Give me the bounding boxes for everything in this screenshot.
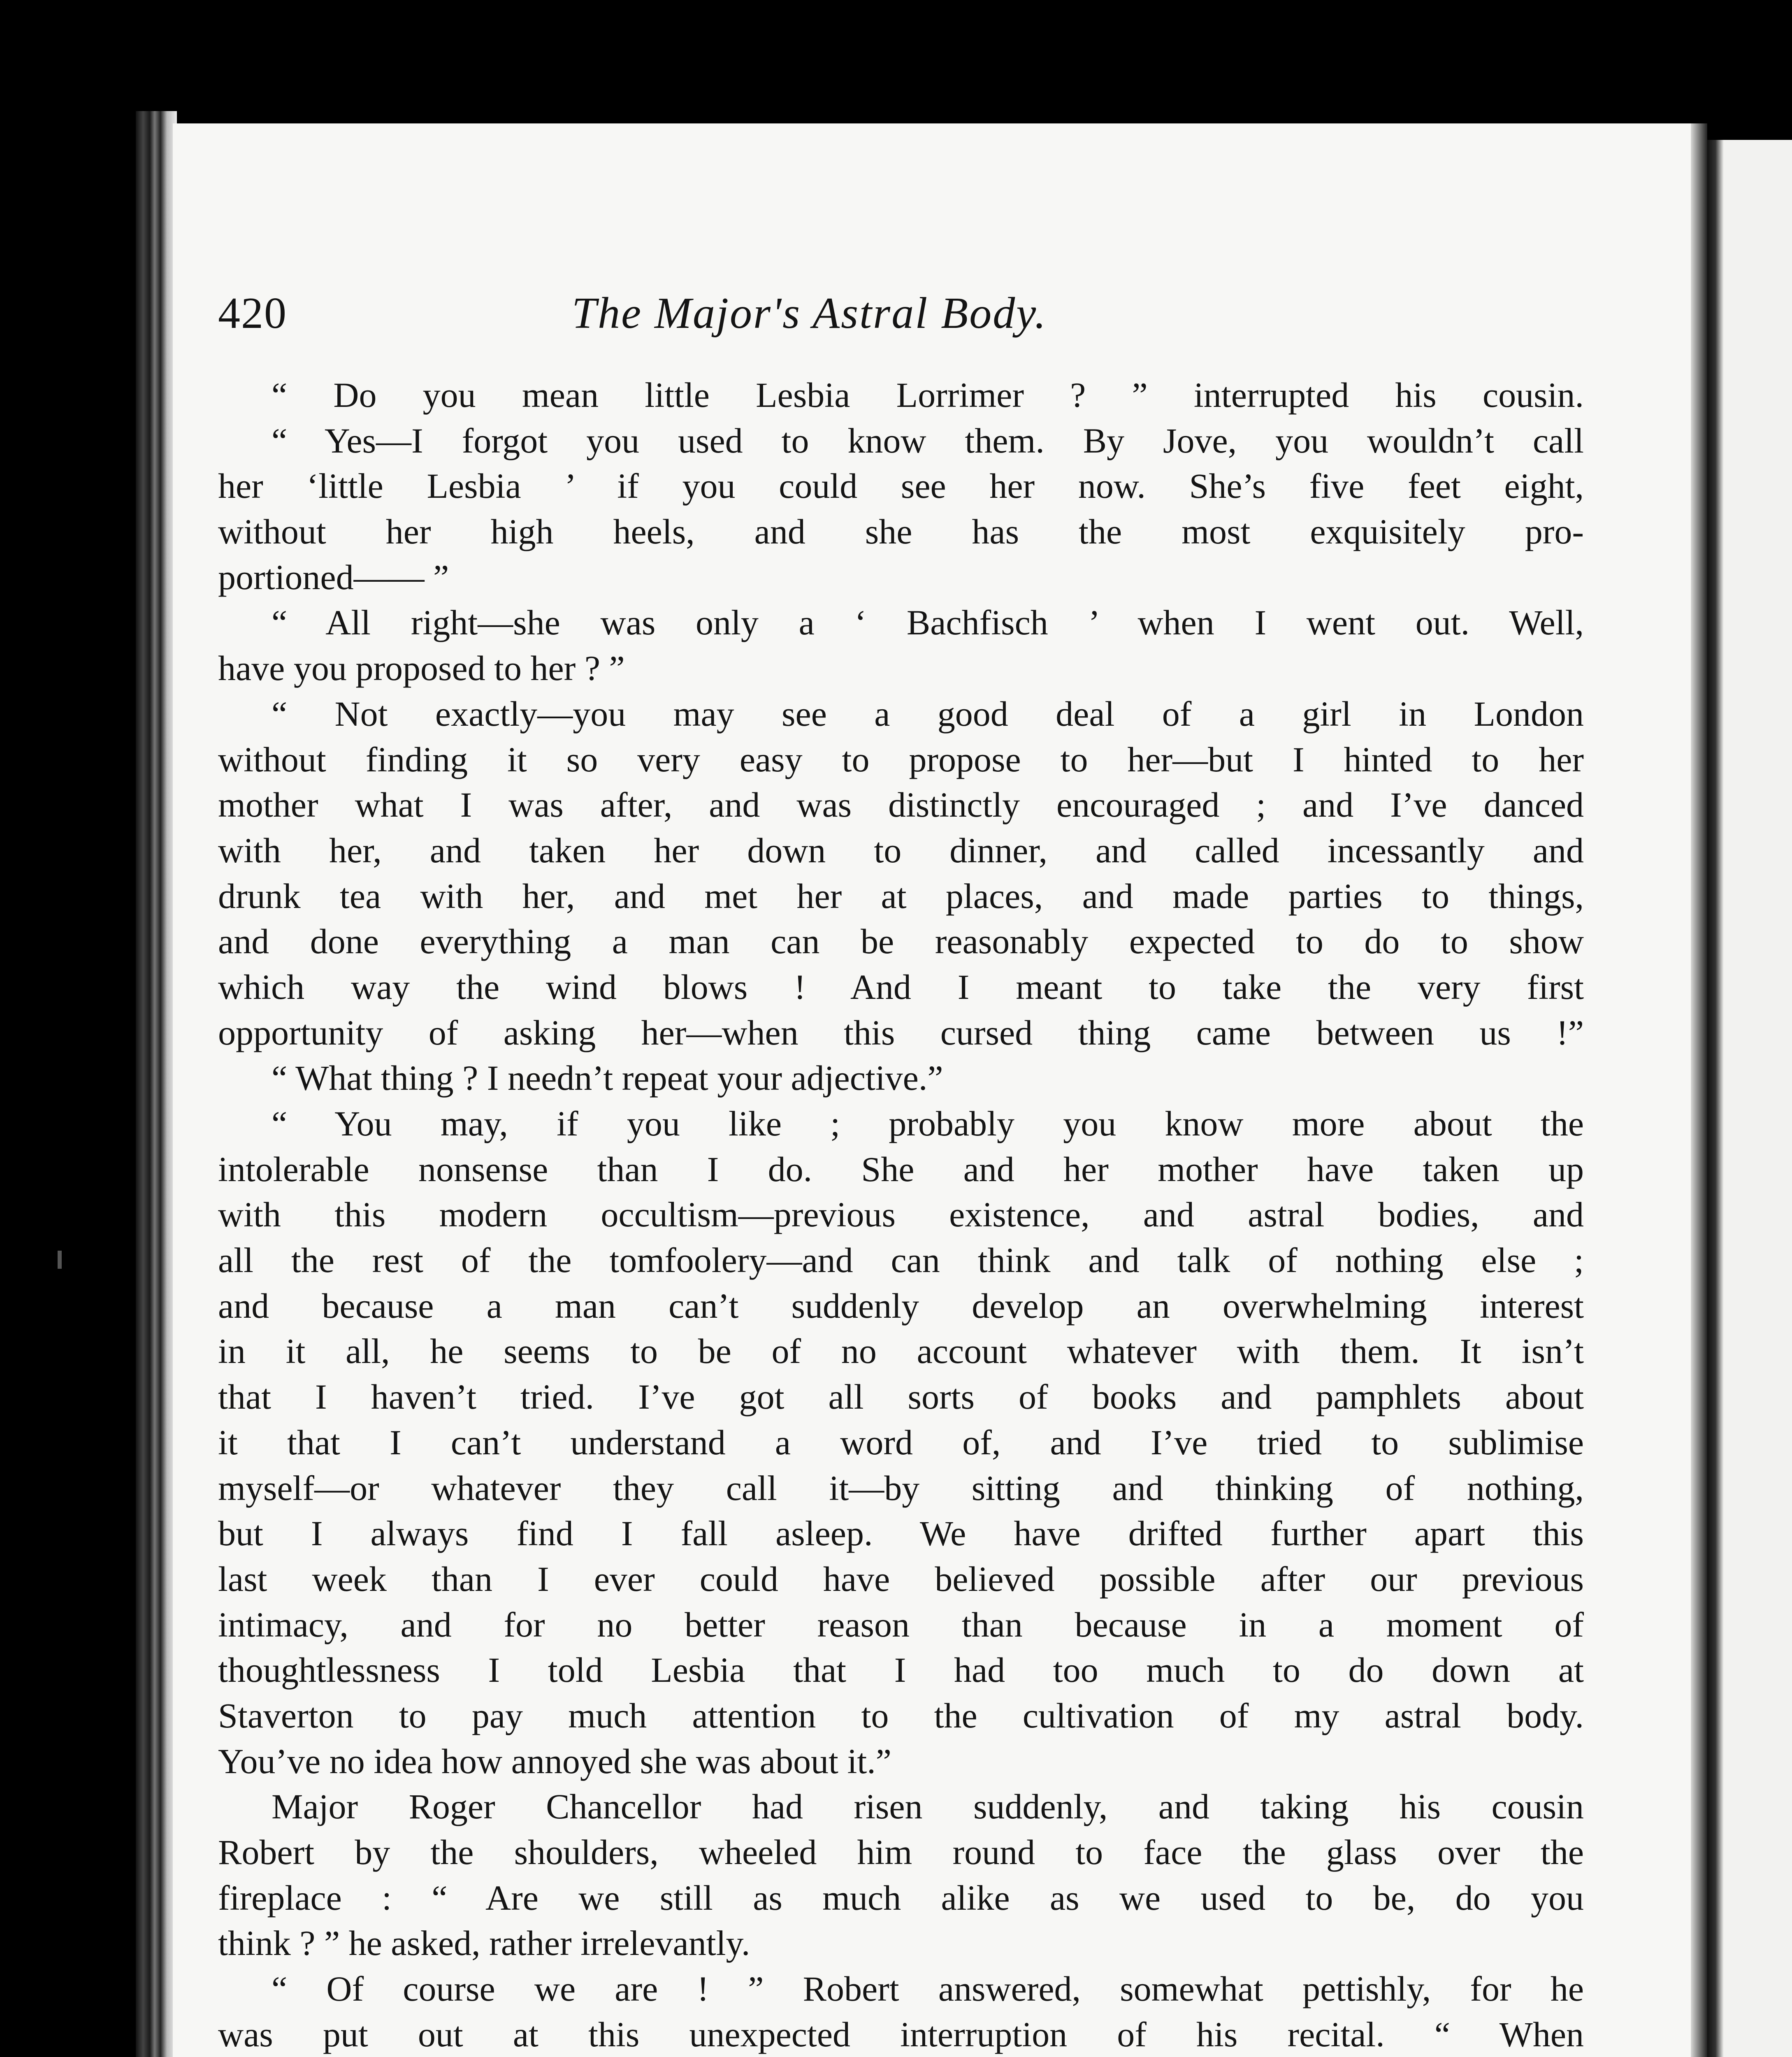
text-line: myself—or whatever they call it—by sitting and thinking of nothing, <box>218 1468 1584 1508</box>
text-line: “ What thing ? I needn’t repeat your adjective.” <box>272 1058 943 1098</box>
text-line: but I always find I fall asleep. We have drifted further apart this <box>218 1514 1584 1553</box>
text-line: without finding it so very easy to propose to her—but I hinted to her <box>218 739 1584 779</box>
text-line: Major Roger Chancellor had risen suddenly, and taking his cousin <box>272 1787 1584 1827</box>
text-line: “ You may, if you like ; probably you know more about the <box>272 1104 1584 1143</box>
text-line: was put out at this unexpected interruption of his recital. “ When <box>218 2014 1584 2054</box>
body-text <box>218 372 1584 2057</box>
text-line: which way the wind blows ! And I meant to take the very first <box>218 967 1584 1007</box>
text-line: intimacy, and for no better reason than because in a moment of <box>218 1604 1584 1644</box>
scan-speck <box>58 1251 62 1269</box>
text-line: with her, and taken her down to dinner, and called incessantly and <box>218 830 1584 870</box>
text-line: her ‘little Lesbia ’ if you could see her now. She’s five feet eight, <box>218 466 1584 506</box>
text-line: “ All right—she was only a ‘ Bachfisch ’ when I went out. Well, <box>272 603 1584 643</box>
text-line: all the rest of the tomfoolery—and can think and talk of nothing else ; <box>218 1240 1584 1280</box>
text-line: think ? ” he asked, rather irrelevantly. <box>218 1923 750 1963</box>
text-line: You’ve no idea how annoyed she was about it.” <box>218 1741 891 1781</box>
text-line: mother what I was after, and was distinctly encouraged ; and I’ve danced <box>218 785 1584 825</box>
text-line: it that I can’t understand a word of, and I’ve tried to sublimise <box>218 1422 1584 1462</box>
text-line: drunk tea with her, and met her at places, and made parties to things, <box>218 876 1584 916</box>
text-line: and done everything a man can be reasonably expected to do to show <box>218 922 1584 961</box>
running-head <box>218 288 1247 346</box>
text-line: “ Not exactly—you may see a good deal of a girl in London <box>272 694 1584 734</box>
running-title: The Major's Astral Body. <box>572 289 1047 338</box>
text-line: Staverton to pay much attention to the cultivation of my astral body. <box>218 1695 1584 1735</box>
text-line: intolerable nonsense than I do. She and her mother have taken up <box>218 1149 1584 1189</box>
facing-page-edge <box>1707 140 1792 2057</box>
text-line: that I haven’t tried. I’ve got all sorts of books and pamphlets about <box>218 1377 1584 1417</box>
text-line: with this modern occultism—previous existence, and astral bodies, and <box>218 1195 1584 1235</box>
text-line: last week than I ever could have believed possible after our previous <box>218 1559 1584 1599</box>
text-line: opportunity of asking her—when this cursed thing came between us !” <box>218 1012 1584 1052</box>
text-line: thoughtlessness I told Lesbia that I had too much to do down at <box>218 1650 1584 1690</box>
book-spine-edge <box>136 111 177 2057</box>
text-line: fireplace : “ Are we still as much alike as we used to be, do you <box>218 1878 1584 1918</box>
text-line: have you proposed to her ? ” <box>218 648 625 688</box>
text-line: “ Of course we are ! ” Robert answered, somewhat pettishly, for he <box>272 1969 1584 2009</box>
text-line: “ Yes—I forgot you used to know them. By Jove, you wouldn’t call <box>272 420 1584 460</box>
text-line: portioned—— ” <box>218 557 449 597</box>
text-line: and because a man can’t suddenly develop an overwhelming interest <box>218 1286 1584 1326</box>
page-number: 420 <box>218 289 287 338</box>
text-line: “ Do you mean little Lesbia Lorrimer ? ” interrupted his cousin. <box>272 375 1584 415</box>
text-line: in it all, he seems to be of no account whatever with them. It isn’t <box>218 1331 1584 1371</box>
page-gutter <box>1691 123 1707 2057</box>
text-line: without her high heels, and she has the most exquisitely pro- <box>218 512 1584 552</box>
text-line: Robert by the shoulders, wheeled him round to face the glass over the <box>218 1832 1584 1872</box>
